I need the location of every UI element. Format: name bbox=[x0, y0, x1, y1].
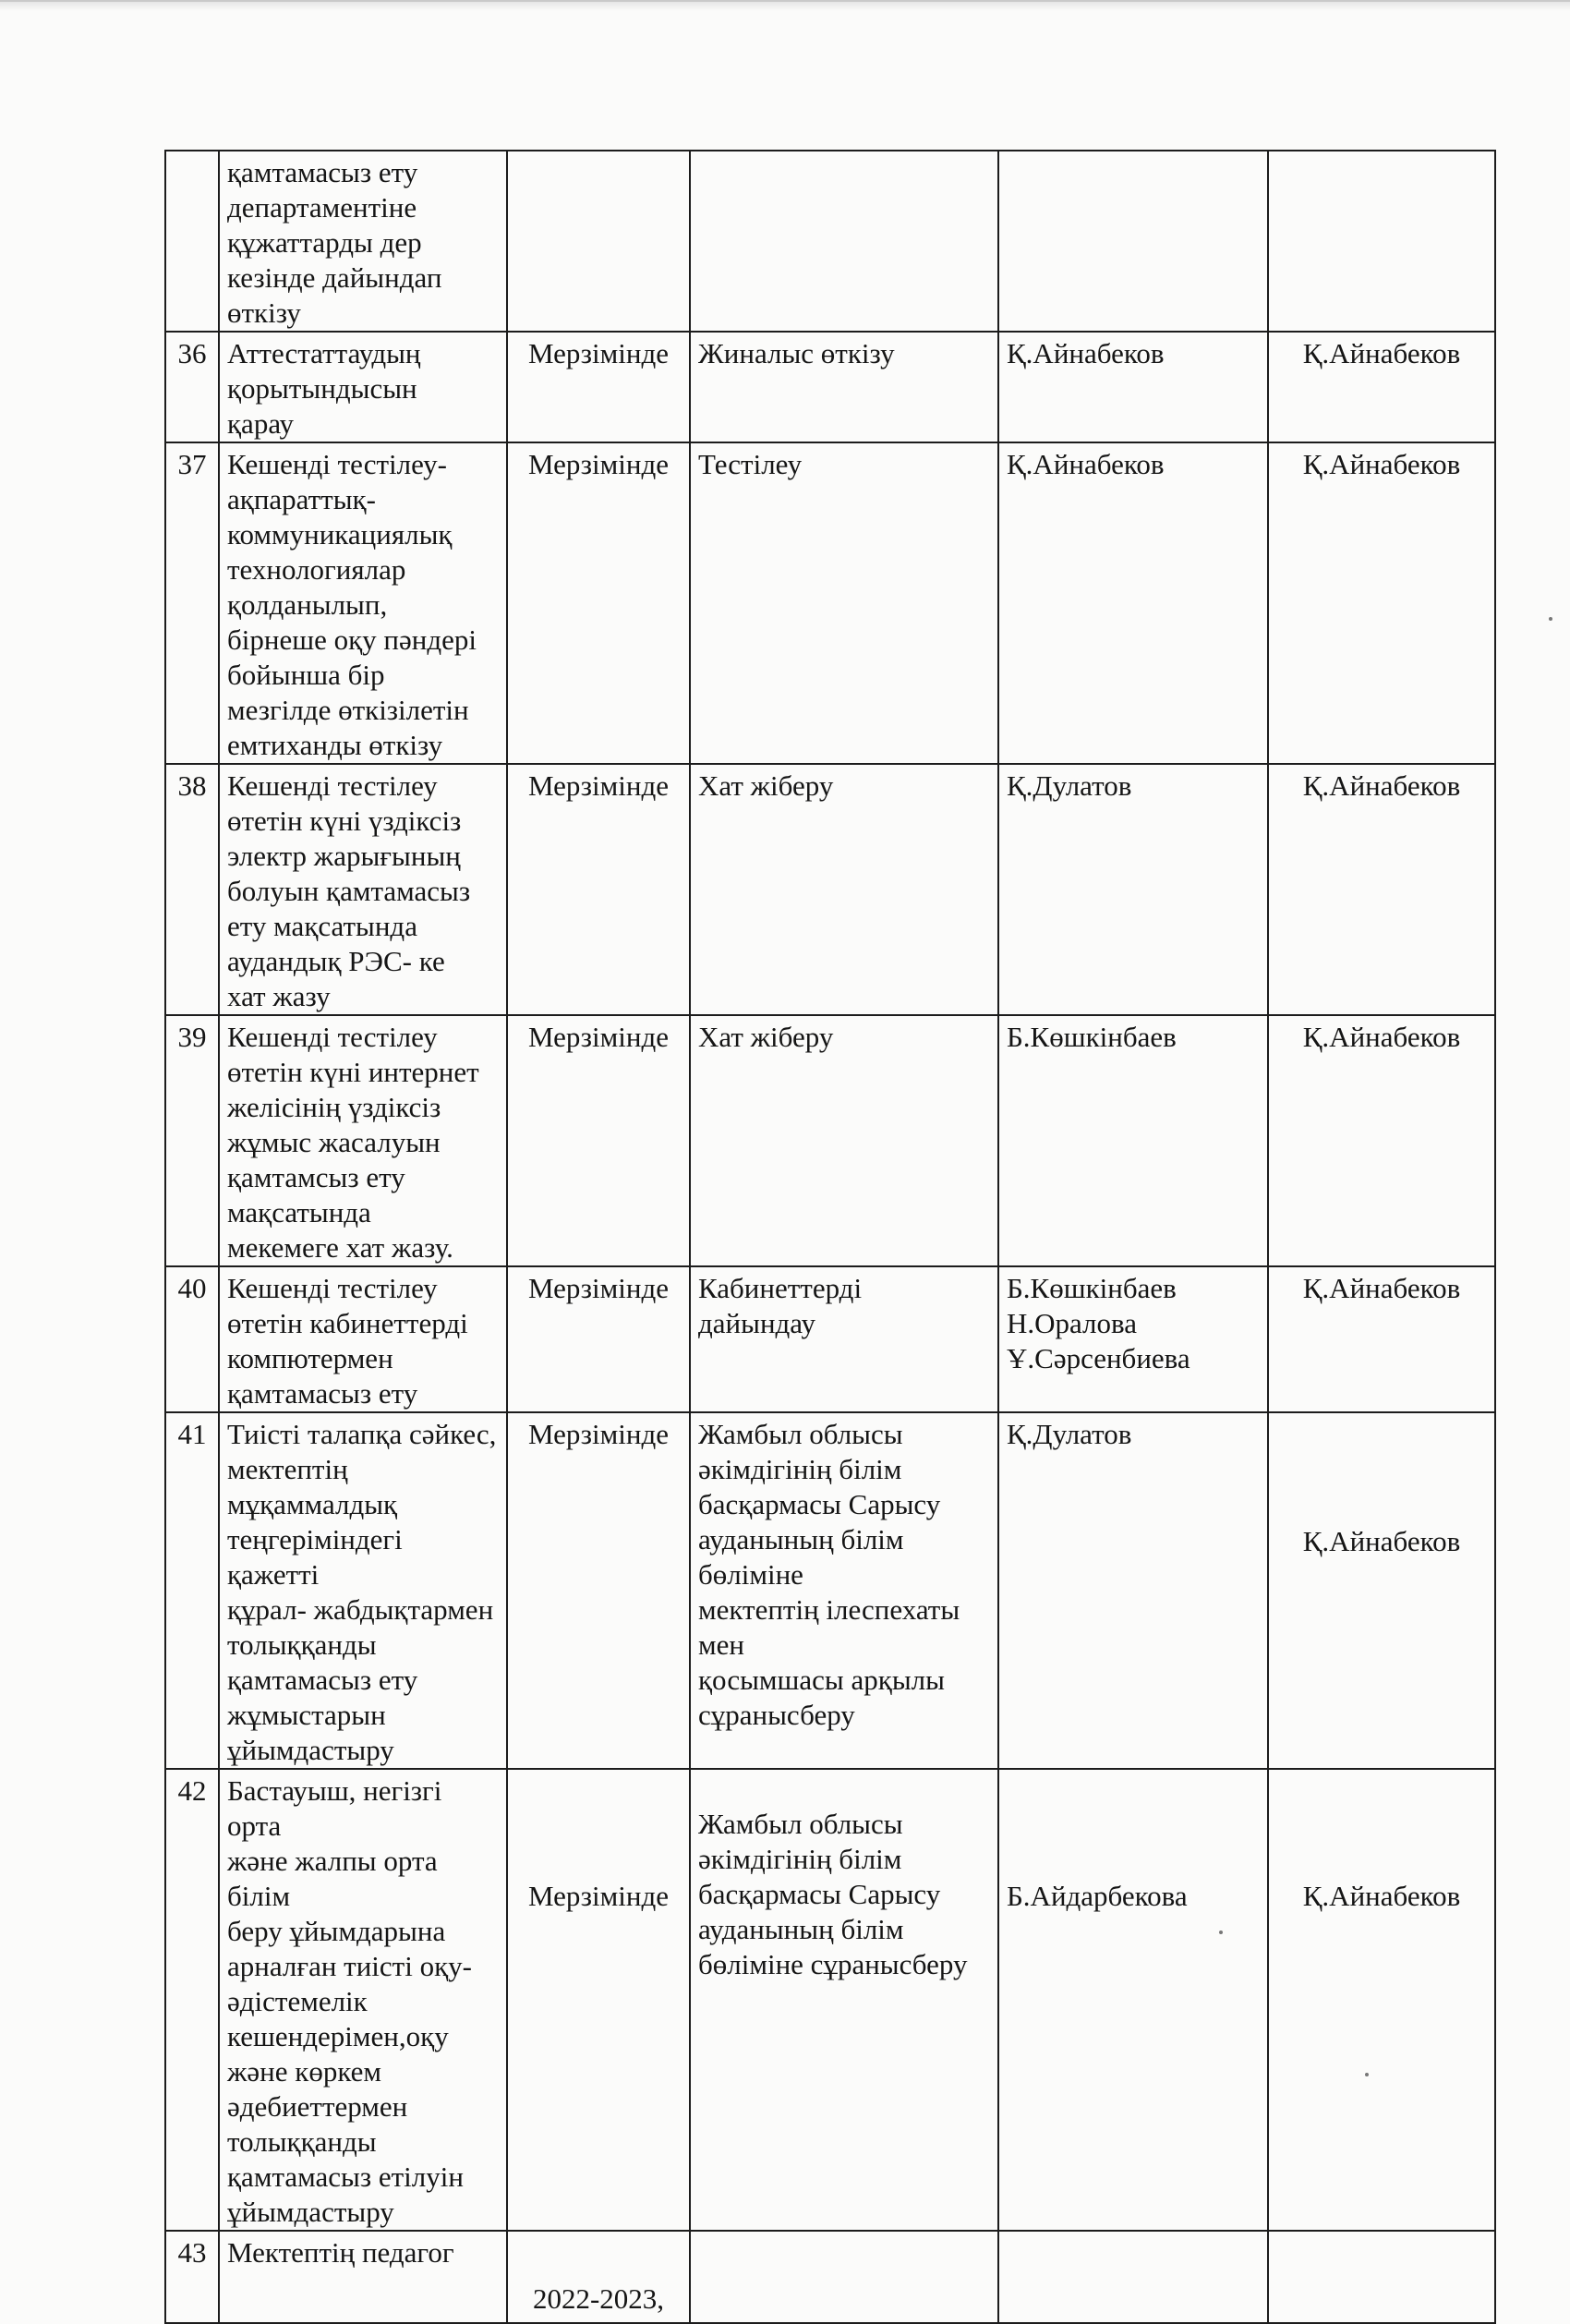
control bbox=[1268, 151, 1495, 332]
completion-form: Жиналыс өткізу bbox=[690, 332, 998, 442]
deadline: 2022-2023, bbox=[507, 2231, 690, 2323]
scan-speck bbox=[1365, 2073, 1369, 2076]
control: Қ.Айнабеков bbox=[1268, 1412, 1495, 1769]
deadline: Мерзімінде bbox=[507, 1015, 690, 1266]
activity-name: қамтамасыз ету департаментіне құжаттарды дер кезінде дайындап өткізу bbox=[219, 151, 507, 332]
table-row bbox=[165, 1015, 1495, 1266]
table-row bbox=[165, 1412, 1495, 1769]
completion-form: Хат жіберу bbox=[690, 1015, 998, 1266]
table-row bbox=[165, 332, 1495, 442]
completion-form bbox=[690, 151, 998, 332]
responsible bbox=[998, 2231, 1268, 2323]
control: Қ.Айнабеков bbox=[1268, 332, 1495, 442]
completion-form: Жамбыл облысы әкімдігінің білім басқармасы Сарысу ауданының білім бөліміне сұранысберу bbox=[690, 1769, 998, 2231]
deadline: Мерзімінде bbox=[507, 332, 690, 442]
completion-form: Кабинеттерді дайындау bbox=[690, 1266, 998, 1412]
activity-name: Кешенді тестілеу өтетін күні үздіксіз электр жарығының болуын қамтамасыз ету мақсатында аудандық РЭС- ке хат жазу bbox=[219, 764, 507, 1015]
deadline: Мерзімінде bbox=[507, 1266, 690, 1412]
deadline: Мерзімінде bbox=[507, 442, 690, 764]
row-number: 38 bbox=[165, 764, 219, 1015]
activity-name: Бастауыш, негізгі орта және жалпы орта білім беру ұйымдарына арналған тиісті оқу- әдістемелік кешендерімен,оқу және көркем әдебиеттермен толыққанды қамтамасыз етілуін ұйымдастыру bbox=[219, 1769, 507, 2231]
row-number: 37 bbox=[165, 442, 219, 764]
table-row bbox=[165, 442, 1495, 764]
activity-name: Кешенді тестілеу өтетін күні интернет желісінің үздіксіз жұмыс жасалуын қамтамсыз ету мақсатында мекемеге хат жазу. bbox=[219, 1015, 507, 1266]
completion-form: Хат жіберу bbox=[690, 764, 998, 1015]
control: Қ.Айнабеков bbox=[1268, 1015, 1495, 1266]
responsible: Қ.Айнабеков bbox=[998, 332, 1268, 442]
activity-name: Тиісті талапқа сәйкес, мектептің мұқаммалдық теңгеріміндегі қажетті құрал- жабдықтармен толыққанды қамтамасыз ету жұмыстарын ұйымдастыру bbox=[219, 1412, 507, 1769]
responsible: Б.Көшкінбаев bbox=[998, 1015, 1268, 1266]
completion-form bbox=[690, 2231, 998, 2323]
deadline: Мерзімінде bbox=[507, 1769, 690, 2231]
table-row bbox=[165, 2231, 1495, 2323]
row-number: 43 bbox=[165, 2231, 219, 2323]
control: Қ.Айнабеков bbox=[1268, 442, 1495, 764]
table-row bbox=[165, 151, 1495, 332]
row-number bbox=[165, 151, 219, 332]
row-number: 36 bbox=[165, 332, 219, 442]
activity-name: Кешенді тестілеу өтетін кабинеттерді компютермен қамтамасыз ету bbox=[219, 1266, 507, 1412]
control: Қ.Айнабеков bbox=[1268, 764, 1495, 1015]
scan-edge bbox=[0, 0, 1570, 11]
responsible: Қ.Дулатов bbox=[998, 764, 1268, 1015]
completion-form: Тестілеу bbox=[690, 442, 998, 764]
table-row bbox=[165, 1769, 1495, 2231]
responsible: Қ.Дулатов bbox=[998, 1412, 1268, 1769]
deadline: Мерзімінде bbox=[507, 1412, 690, 1769]
responsible: Б.Айдарбекова bbox=[998, 1769, 1268, 2231]
responsible: Б.Көшкінбаев Н.Оралова Ұ.Сәрсенбиева bbox=[998, 1266, 1268, 1412]
table-row bbox=[165, 1266, 1495, 1412]
table-row bbox=[165, 764, 1495, 1015]
deadline bbox=[507, 151, 690, 332]
scan-speck bbox=[1549, 617, 1552, 621]
activity-name: Мектептің педагог bbox=[219, 2231, 507, 2323]
completion-form: Жамбыл облысы әкімдігінің білім басқармасы Сарысу ауданының білім бөліміне мектептің ілеспехаты мен қосымшасы арқылы сұранысберу bbox=[690, 1412, 998, 1769]
row-number: 39 bbox=[165, 1015, 219, 1266]
responsible bbox=[998, 151, 1268, 332]
responsible: Қ.Айнабеков bbox=[998, 442, 1268, 764]
row-number: 40 bbox=[165, 1266, 219, 1412]
control: Қ.Айнабеков bbox=[1268, 1769, 1495, 2231]
deadline: Мерзімінде bbox=[507, 764, 690, 1015]
plan-table bbox=[164, 150, 1496, 2324]
activity-name: Аттестаттаудың қорытындысын қарау bbox=[219, 332, 507, 442]
scan-speck bbox=[1219, 1931, 1223, 1934]
activity-name: Кешенді тестілеу- ақпараттық- коммуникациялық технологиялар қолданылып, бірнеше оқу пәндері бойынша бір мезгілде өткізілетін емтиханды өткізу bbox=[219, 442, 507, 764]
control bbox=[1268, 2231, 1495, 2323]
row-number: 41 bbox=[165, 1412, 219, 1769]
row-number: 42 bbox=[165, 1769, 219, 2231]
control: Қ.Айнабеков bbox=[1268, 1266, 1495, 1412]
